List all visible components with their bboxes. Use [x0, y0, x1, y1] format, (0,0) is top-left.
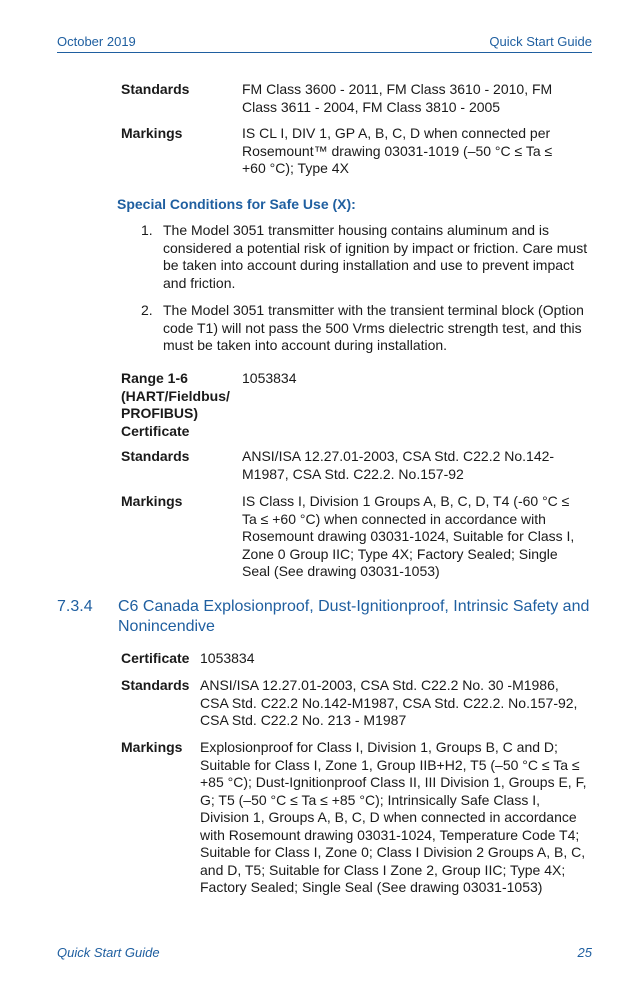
block2-standards-label: Standards: [121, 448, 190, 464]
block3-standards-label: Standards: [121, 677, 190, 693]
block2-certificate-value: 1053834: [242, 370, 297, 386]
block3-standards-value: ANSI/ISA 12.27.01-2003, CSA Std. C22.2 No. 30 -M1986, CSA Std. C22.2 No.142-M1987, CSA Std. C22.2. No.157-92, CSA Std. C22.2 No. 213 - M1987: [200, 677, 578, 728]
special-conditions-title: Special Conditions for Safe Use (X):: [117, 196, 356, 212]
section-title: C6 Canada Explosionproof, Dust-Ignitionproof, Intrinsic Safety and Nonincendive: [118, 598, 590, 635]
block1-markings-value: IS CL I, DIV 1, GP A, B, C, D when connected per Rosemount™ drawing 03031-1019 (–50 °C ≤ Ta ≤ +60 °C); Type 4X: [242, 125, 553, 176]
header-doc-title: Quick Start Guide: [489, 34, 592, 49]
list-item-text: The Model 3051 transmitter housing contains aluminum and is considered a potential risk of ignition by impact or friction. Care must be taken into account during installation and use to prevent impact and friction.: [163, 222, 588, 291]
block3-certificate-label: Certificate: [121, 650, 190, 666]
list-item-text: The Model 3051 transmitter with the transient terminal block (Option code T1) will not pass the 500 Vrms dielectric strength test, and this must be taken into account during installation.: [163, 302, 584, 353]
block2-markings-label: Markings: [121, 493, 183, 509]
footer-doc-title: Quick Start Guide: [57, 945, 160, 960]
block1-standards-label: Standards: [121, 81, 190, 97]
block2-markings-value: IS Class I, Division 1 Groups A, B, C, D, T4 (-60 °C ≤ Ta ≤ +60 °C) when connected in accordance with Rosemount drawing 03031-1024, Suitable for Class I, Zone 0 Group IIC; Type 4X; Factory Sealed; Single Seal (See drawing 03031-1053): [242, 493, 575, 579]
page-number: 25: [577, 945, 592, 960]
block3-certificate-value: 1053834: [200, 650, 255, 666]
section-number: 7.3.4: [57, 598, 93, 615]
block2-standards-value: ANSI/ISA 12.27.01-2003, CSA Std. C22.2 No.142-M1987, CSA Std. C22.2. No.157-92: [242, 448, 555, 482]
block3-markings-value: Explosionproof for Class I, Division 1, Groups B, C and D; Suitable for Class I, Zone 1, Group IIB+H2, T5 (–50 °C ≤ Ta ≤ +85 °C); Dust-Ignitionproof Class II, III Division 1, Groups E, F, G; T5 (–50 °C ≤ Ta ≤ +85 °C); Intrinsically Safe Class I, Division 1, Groups A, B, C, D when connected in accordance with Rosemount drawing 03031-1024, Temperature Code T4; Suitable for Class I, Zone 0; Class I Division 2 Groups A, B, C, and D, T5; Suitable for Class I Zone 2, Group IIC; Type 4X; Factory Sealed; Single Seal (See drawing 03031-1053): [200, 739, 587, 895]
list-item-number: 2.: [141, 302, 153, 318]
block3-markings-label: Markings: [121, 739, 183, 755]
page-header: [57, 34, 592, 53]
list-item-number: 1.: [141, 222, 153, 238]
block1-markings-label: Markings: [121, 125, 183, 141]
header-date: October 2019: [57, 34, 136, 49]
block1-standards-value: FM Class 3600 - 2011, FM Class 3610 - 2010, FM Class 3611 - 2004, FM Class 3810 - 2005: [242, 81, 553, 115]
block2-certificate-label: Range 1-6 (HART/Fieldbus/ PROFIBUS) Certificate: [121, 370, 230, 439]
